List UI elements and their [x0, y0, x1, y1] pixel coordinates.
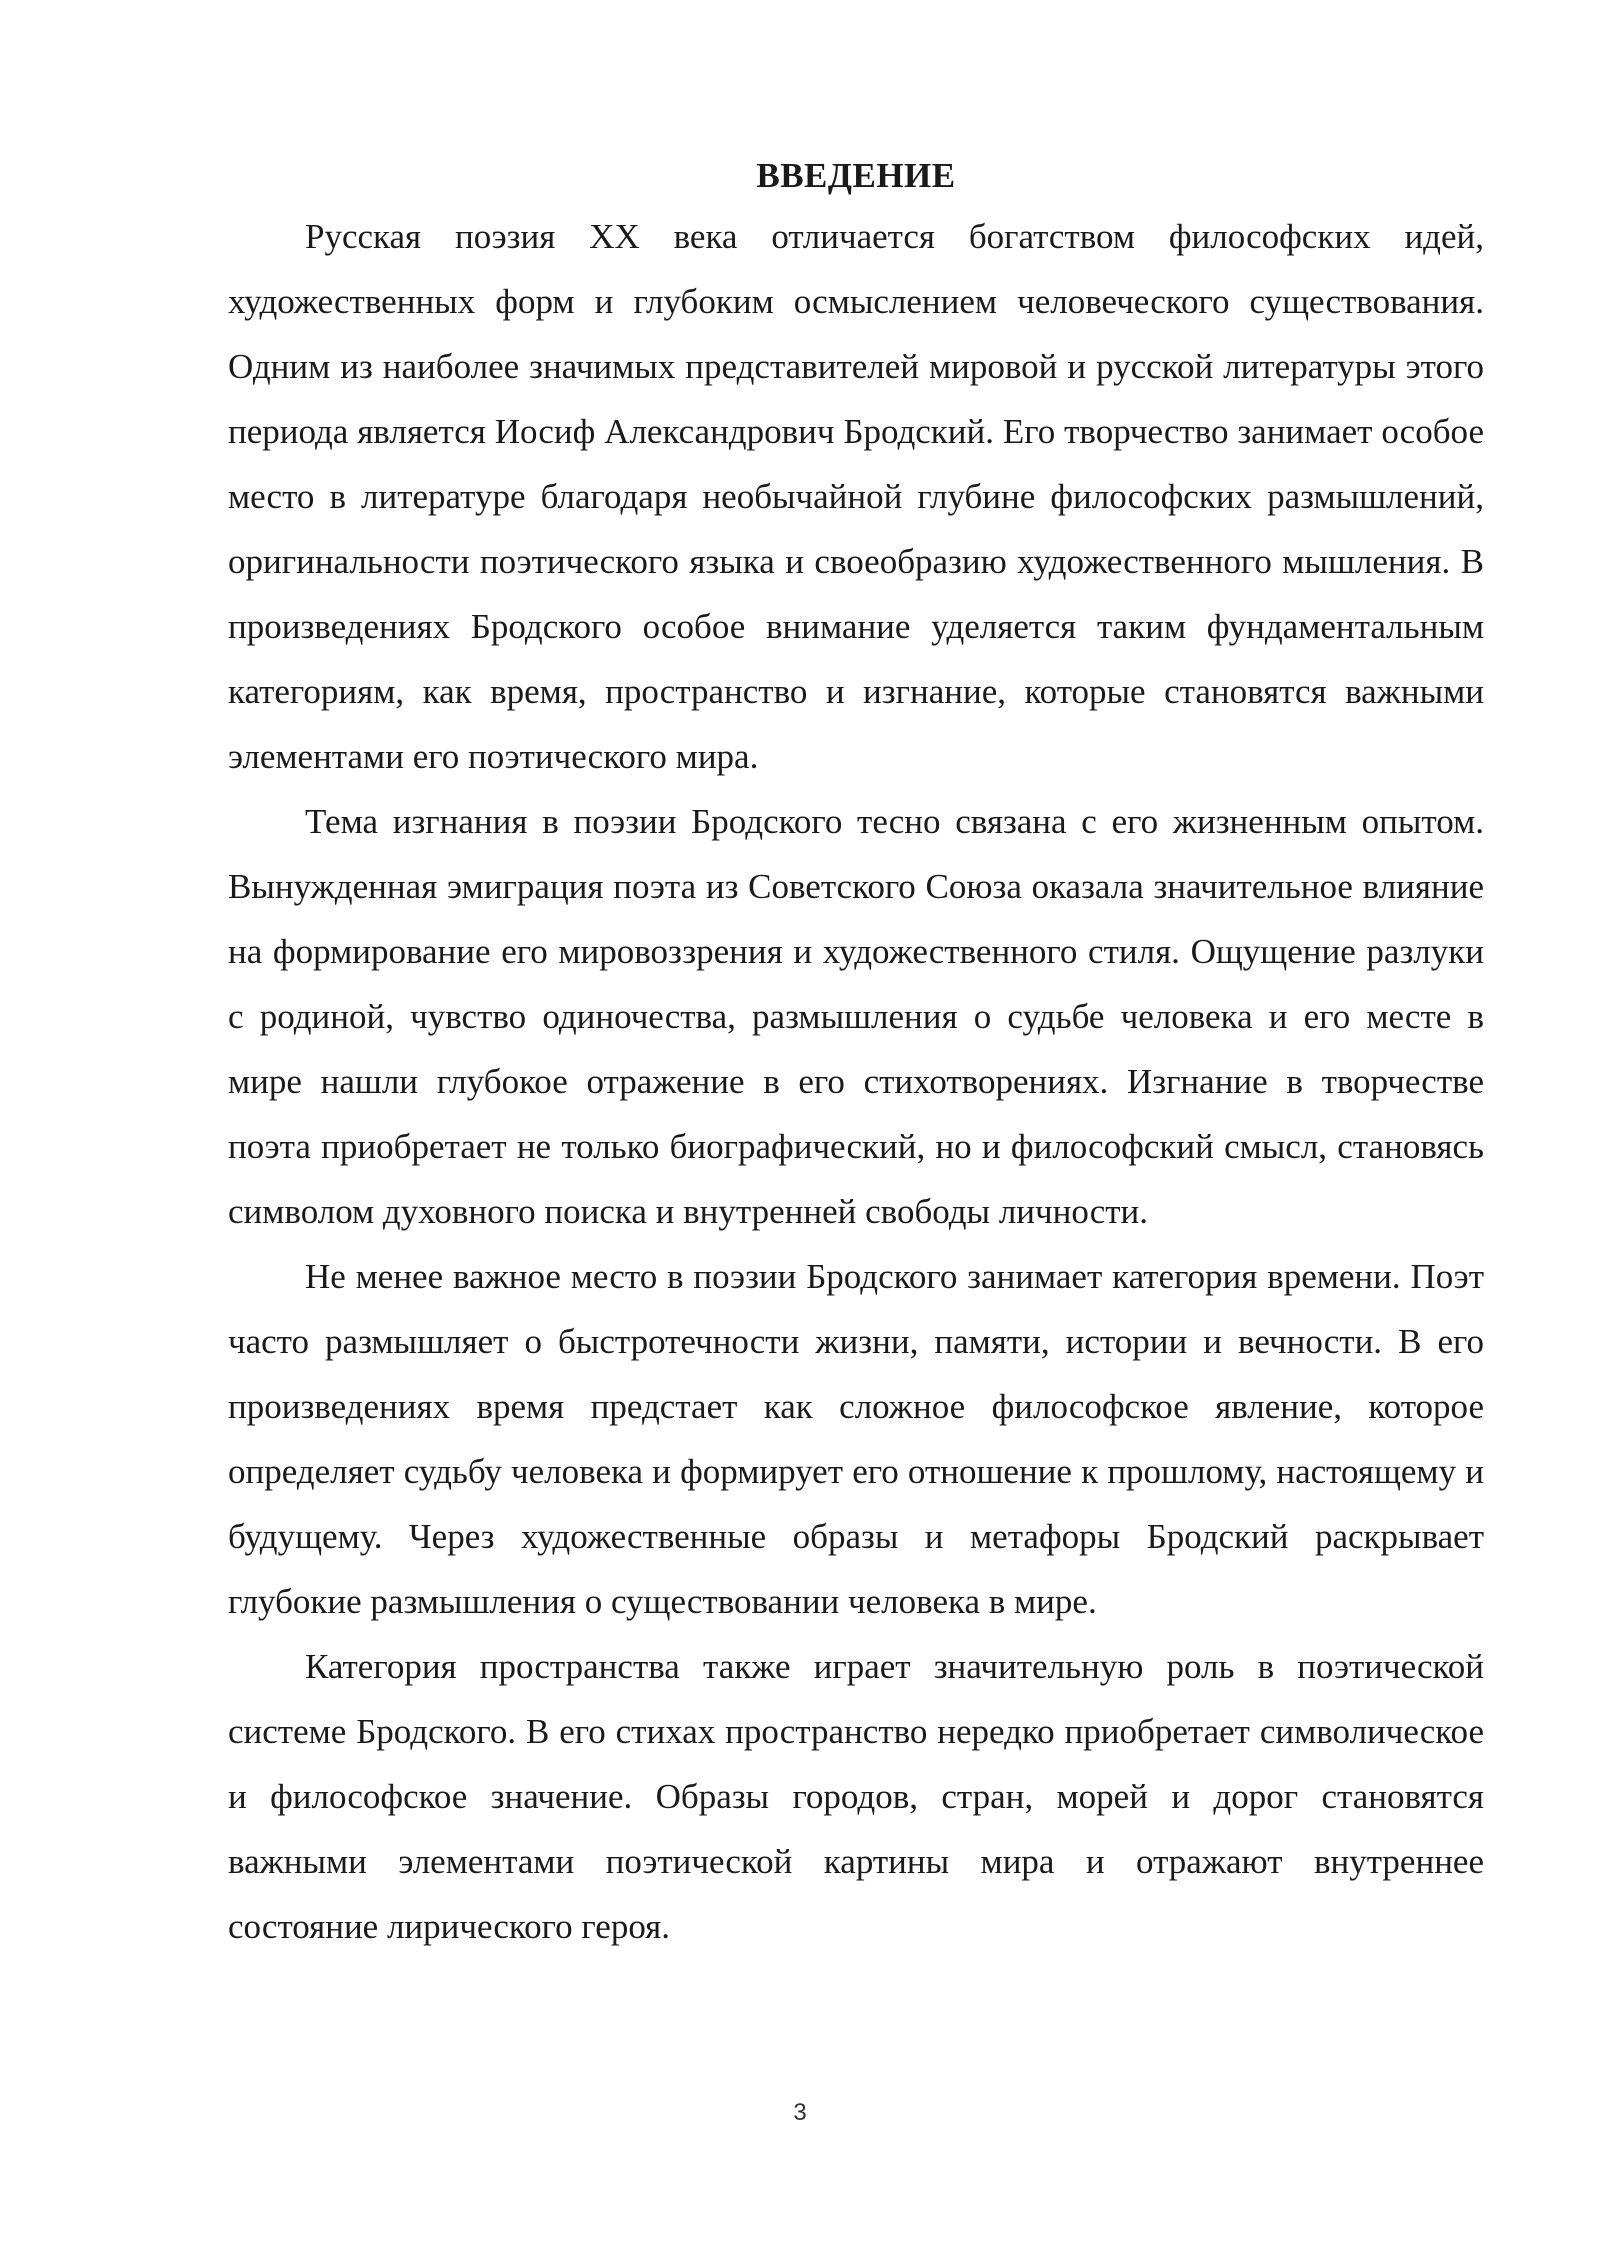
section-heading: ВВЕДЕНИЕ	[756, 156, 956, 195]
paragraph-intro: Русская поэзия XX века отличается богатством философских идей, художественных форм и глубоким осмыслением человеческого существования. Одним из наиболее значимых представителей мировой и русской литературы этого периода является Иосиф Александрович Бродский. Его творчество занимает особое место в литературе благодаря необычайной глубине философских размышлений, оригинальности поэтического языка и своеобразию художественного мышления. В произведениях Бродского особое внимание уделяется таким фундаментальным категориям, как время, пространство и изгнание, которые становятся важными элементами его поэтического мира.	[228, 217, 1484, 776]
paragraph-space: Категория пространства также играет значительную роль в поэтической системе Бродского. В его стихах пространство нередко приобретает символическое и философское значение. Образы городов, стран, морей и дорог становятся важными элементами поэтической картины мира и отражают внутреннее состояние лирического героя.	[228, 1647, 1484, 1946]
page-number: 3	[793, 2099, 807, 2126]
paragraph-time: Не менее важное место в поэзии Бродского занимает категория времени. Поэт часто размышляет о быстротечности жизни, памяти, истории и вечности. В его произведениях время предстает как сложное философское явление, которое определяет судьбу человека и формирует его отношение к прошлому, настоящему и будущему. Через художественные образы и метафоры Бродский раскрывает глубокие размышления о существовании человека в мире.	[228, 1257, 1484, 1621]
paragraph-exile: Тема изгнания в поэзии Бродского тесно связана с его жизненным опытом. Вынужденная эмиграция поэта из Советского Союза оказала значительное влияние на формирование его мировоззрения и художественного стиля. Ощущение разлуки с родиной, чувство одиночества, размышления о судьбе человека и его месте в мире нашли глубокое отражение в его стихотворениях. Изгнание в творчестве поэта приобретает не только биографический, но и философский смысл, становясь символом духовного поиска и внутренней свободы личности.	[228, 802, 1484, 1231]
page-body	[228, 148, 1484, 1959]
